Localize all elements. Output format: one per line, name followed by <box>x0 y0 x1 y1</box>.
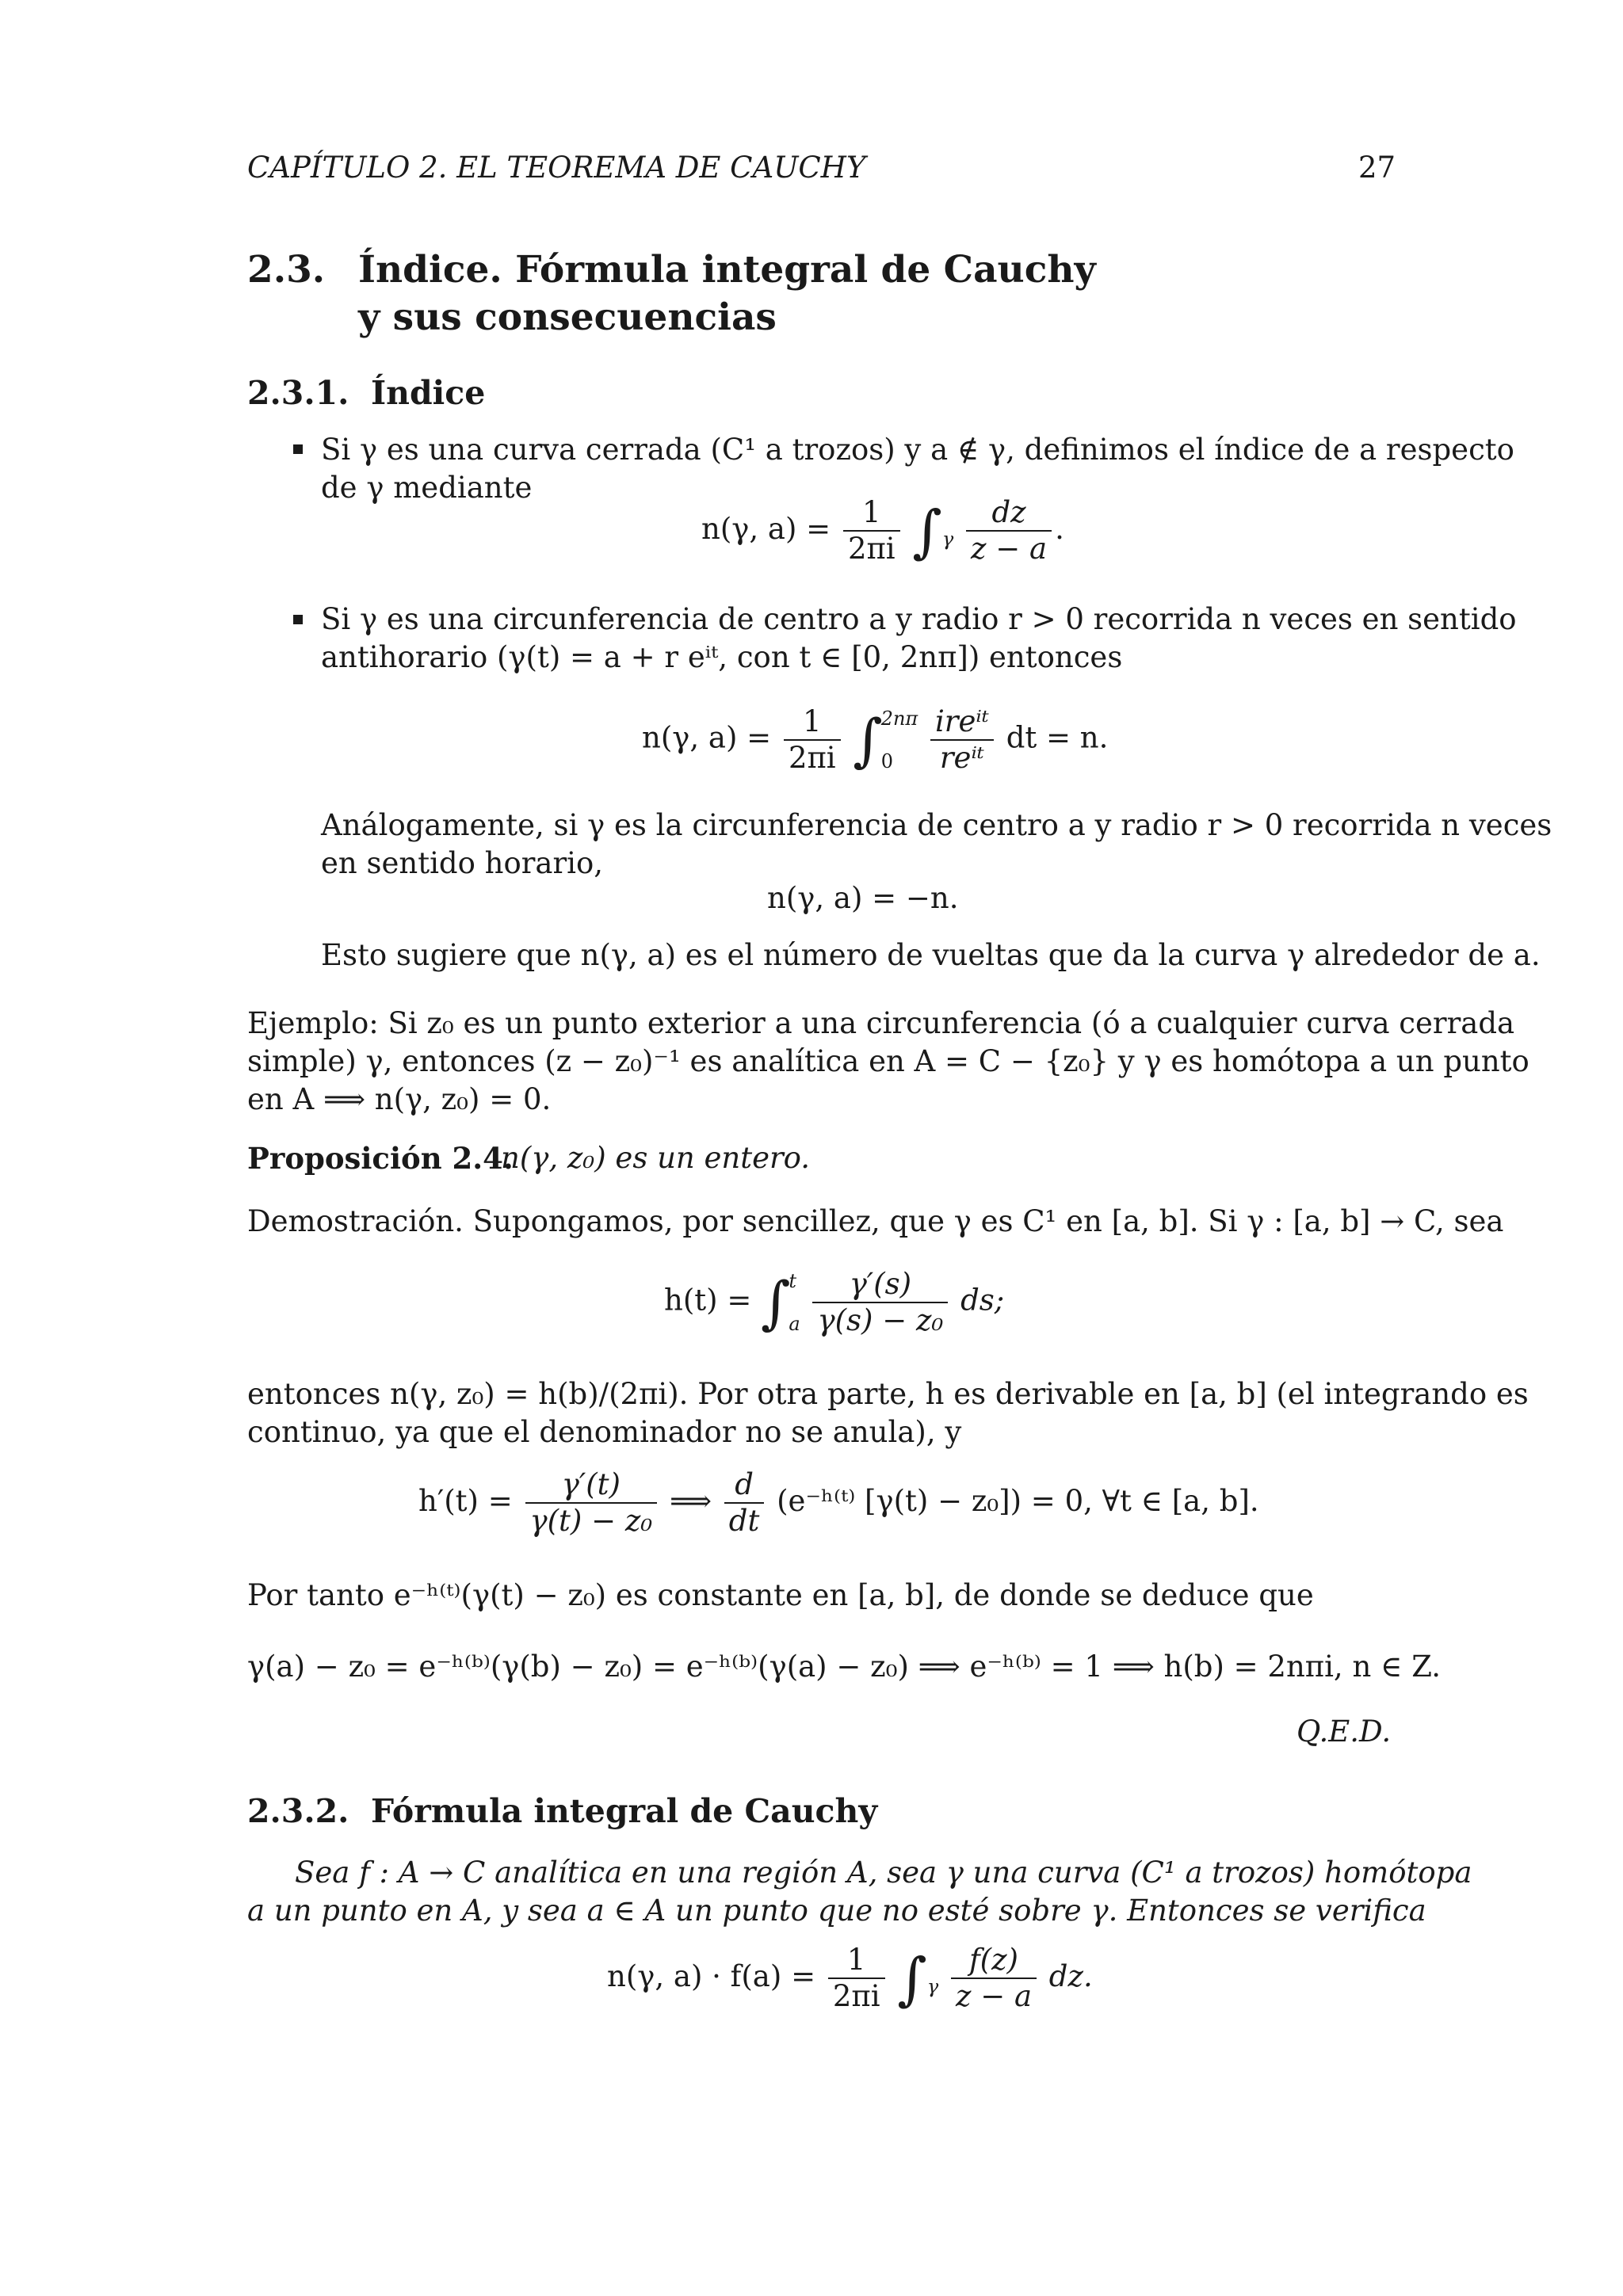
suggestion-line: Esto sugiere que n(γ, a) es el número de vueltas que da la curva γ alrededor de a. <box>321 938 1541 972</box>
integrand-denominator: z − a <box>955 1979 1033 2014</box>
circle-index-formula <box>642 697 1108 783</box>
proof-line5: γ(a) − z₀ = e⁻ʰ⁽ᵇ⁾(γ(b) − z₀) = e⁻ʰ⁽ᵇ⁾(γ(a) − z₀) ⟹ e⁻ʰ⁽ᵇ⁾ = 1 ⟹ h(b) = 2nπi, n ∈ Z. <box>247 1650 1442 1684</box>
integrand-fraction <box>812 1267 948 1339</box>
proof-line3: continuo, ya que el denominador no se anula), y <box>247 1415 962 1449</box>
subsection-number: 2.3.2. <box>247 1792 349 1830</box>
fraction <box>828 1943 885 2015</box>
integrand-numerator: f(z) <box>951 1943 1037 1979</box>
integral-limits <box>881 697 918 783</box>
proposition-statement: n(γ, z₀) es un entero. <box>501 1141 811 1175</box>
integrand-denominator: γ(s) − z₀ <box>817 1303 944 1337</box>
fraction <box>843 495 900 567</box>
fraction-denominator: 2πi <box>832 1979 880 2014</box>
integral-sign: ∫ <box>761 1269 791 1336</box>
formula-rhs: dz. <box>1048 1958 1093 1993</box>
bullet-marker <box>293 615 303 624</box>
integrand-denominator: z − a <box>971 532 1048 566</box>
fraction-denominator: 2πi <box>788 741 836 775</box>
theorem-line1: Sea f : A → C analítica en una región A, sea γ una curva (C¹ a trozos) homótopa <box>295 1855 1472 1890</box>
analog-line1: Análogamente, si γ es la circunferencia de centro a y radio r > 0 recorrida n veces <box>321 808 1552 842</box>
integrand-denominator: reⁱᵗ <box>939 741 985 775</box>
integrand-fraction <box>930 704 994 776</box>
proof-line2: entonces n(γ, z₀) = h(b)/(2πi). Por otra parte, h es derivable en [a, b] (el integrando es <box>247 1377 1529 1411</box>
formula-lhs: n(γ, a) = <box>642 720 772 755</box>
implies-symbol: ⟹ <box>669 1483 712 1518</box>
section-title-line2: y sus consecuencias <box>358 296 777 339</box>
integrand-fraction <box>951 1943 1037 2015</box>
integral-sign: ∫ <box>912 498 942 565</box>
fraction-numerator: γ′(t) <box>525 1467 658 1504</box>
formula-lhs: h′(t) = <box>418 1483 513 1518</box>
integral-subscript: γ <box>926 1975 939 1998</box>
integral-limits <box>789 1260 800 1345</box>
fraction <box>784 704 841 776</box>
integral-sign: ∫ <box>897 1945 927 2012</box>
theorem-line2: a un punto en A, y sea a ∈ A un punto que no esté sobre γ. Entonces se verifica <box>247 1894 1426 1928</box>
section-number: 2.3. <box>247 248 326 292</box>
integral-lower-limit: a <box>789 1313 800 1335</box>
example-line1: Ejemplo: Si z₀ es un punto exterior a una circunferencia (ó a cualquier curva cerrada <box>247 1006 1515 1040</box>
operator-numerator: d <box>724 1467 765 1504</box>
integrand-numerator: ireⁱᵗ <box>930 704 994 741</box>
integral-subscript: γ <box>941 528 954 551</box>
h-definition-formula <box>664 1260 1004 1345</box>
formula-period: . <box>1055 511 1064 546</box>
fraction-denominator: 2πi <box>847 532 896 566</box>
running-title: CAPÍTULO 2. EL TEOREMA DE CAUCHY <box>247 151 866 185</box>
bullet2-line1: Si γ es una circunferencia de centro a y radio r > 0 recorrida n veces en sentido <box>321 602 1517 636</box>
derivative-fraction <box>525 1467 658 1539</box>
bullet-marker <box>293 444 303 454</box>
integrand-fraction <box>966 495 1052 567</box>
fraction-numerator: 1 <box>784 704 841 741</box>
subsection-title: Índice <box>371 374 486 412</box>
example-line2: simple) γ, entonces (z − z₀)⁻¹ es analítica en A = C − {z₀} y γ es homótopa a un punto <box>247 1044 1529 1078</box>
bullet2-line2: antihorario (γ(t) = a + r eⁱᵗ, con t ∈ [0, 2nπ]) entonces <box>321 640 1123 674</box>
bullet1-line2: de γ mediante <box>321 471 533 505</box>
proof-line1: Demostración. Supongamos, por sencillez, que γ es C¹ en [a, b]. Si γ : [a, b] → C, sea <box>247 1204 1504 1238</box>
formula-rhs: dt = n. <box>1006 720 1109 755</box>
proposition-label: Proposición 2.4. <box>247 1141 514 1176</box>
page-number: 27 <box>1358 151 1396 185</box>
derivative-formula <box>418 1467 1259 1539</box>
integral-upper-limit: 2nπ <box>880 707 918 730</box>
formula-rhs: ds; <box>960 1283 1005 1318</box>
integrand-numerator: γ′(s) <box>812 1267 948 1303</box>
fraction-numerator: 1 <box>828 1943 885 1979</box>
section-title-line1: Índice. Fórmula integral de Cauchy <box>358 248 1096 292</box>
fraction-denominator: γ(t) − z₀ <box>529 1504 653 1539</box>
bullet1-line1: Si γ es una curva cerrada (C¹ a trozos) y a ∉ γ, definimos el índice de a respecto <box>321 433 1514 467</box>
integral-upper-limit: t <box>789 1270 797 1292</box>
analog-line2: en sentido horario, <box>321 846 604 880</box>
integral-sign: ∫ <box>853 707 883 773</box>
formula-lhs: n(γ, a) · f(a) = <box>607 1958 816 1993</box>
subsection-number: 2.3.1. <box>247 374 349 412</box>
subsection-title: Fórmula integral de Cauchy <box>371 1792 878 1830</box>
operator-denominator: dt <box>728 1504 760 1539</box>
formula-lhs: h(t) = <box>664 1283 752 1318</box>
cauchy-integral-formula <box>607 1943 1093 2015</box>
integral-lower-limit: 0 <box>880 750 893 772</box>
formula-lhs: n(γ, a) = <box>701 511 831 546</box>
fraction-numerator: 1 <box>843 495 900 532</box>
proof-line4: Por tanto e⁻ʰ⁽ᵗ⁾(γ(t) − z₀) es constante en [a, b], de donde se deduce que <box>247 1578 1314 1612</box>
analog-formula: n(γ, a) = −n. <box>767 881 959 915</box>
index-definition-formula <box>701 495 1064 567</box>
qed-mark: Q.E.D. <box>1296 1714 1392 1749</box>
d-dt-operator <box>724 1467 765 1539</box>
formula-rhs: (e⁻ʰ⁽ᵗ⁾ [γ(t) − z₀]) = 0, ∀t ∈ [a, b]. <box>777 1483 1259 1518</box>
integrand-numerator: dz <box>966 495 1052 532</box>
example-line3: en A ⟹ n(γ, z₀) = 0. <box>247 1082 552 1116</box>
